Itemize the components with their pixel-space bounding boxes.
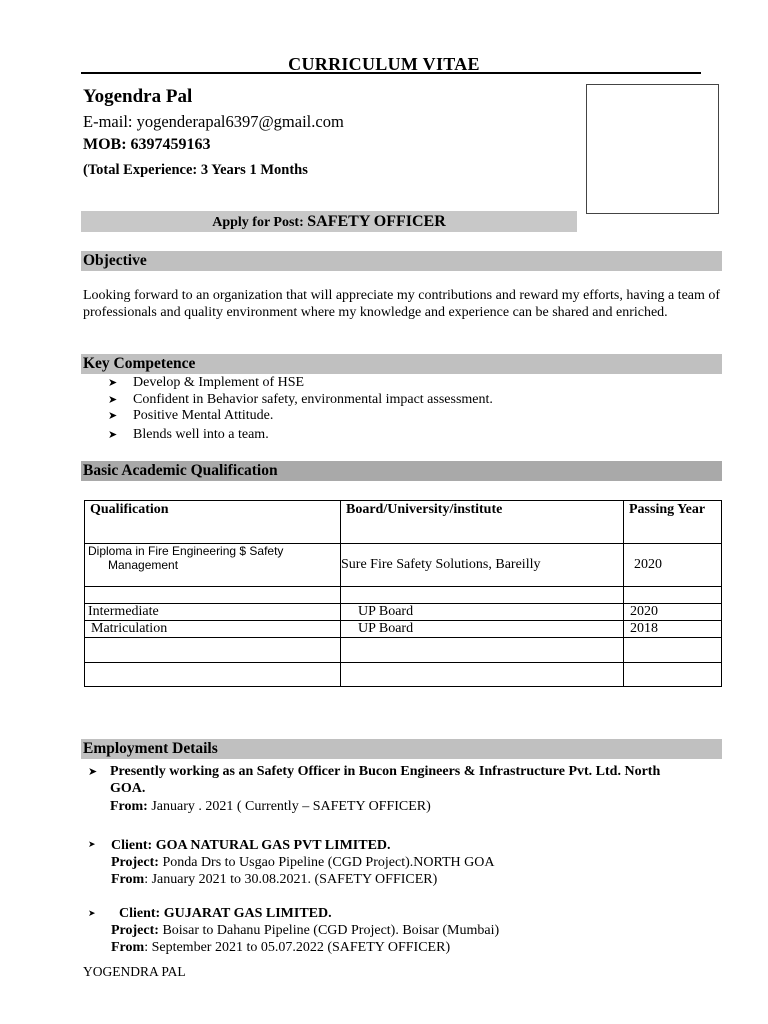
apply-for-post-band bbox=[81, 211, 577, 232]
footer-name: YOGENDRA PAL bbox=[83, 964, 186, 979]
apply-label: Apply for Post: bbox=[212, 215, 304, 230]
competence-item: ➤ Confident in Behavior safety, environmental impact assessment. bbox=[108, 392, 493, 407]
current-employment: Presently working as an Safety Officer in Bucon Engineers & Infrastructure Pvt. Ltd. North GOA. bbox=[110, 764, 661, 796]
total-experience: (Total Experience: 3 Years 1 Months bbox=[83, 162, 308, 178]
competence-item: ➤ Blends well into a team. bbox=[108, 427, 269, 442]
competence-item: ➤ Positive Mental Attitude. bbox=[108, 408, 274, 423]
arrowhead-bullet-icon: ➤ bbox=[88, 909, 96, 919]
board-cell: UP Board bbox=[341, 621, 624, 638]
mobile-label: MOB: bbox=[83, 136, 127, 153]
candidate-name: Yogendra Pal bbox=[83, 86, 193, 107]
table-header-row bbox=[85, 501, 722, 544]
arrowhead-bullet-icon: ➤ bbox=[108, 409, 118, 422]
competence-item: ➤ Develop & Implement of HSE bbox=[108, 375, 305, 390]
competence-heading: Key Competence bbox=[83, 355, 196, 372]
employment-heading-band bbox=[81, 739, 722, 759]
table-row-empty bbox=[85, 587, 722, 604]
objective-heading: Objective bbox=[83, 252, 147, 269]
title-underline bbox=[81, 72, 701, 74]
table-row bbox=[85, 604, 722, 621]
current-from: From: January . 2021 ( Currently – SAFETY OFFICER) bbox=[110, 799, 431, 814]
column-header-board: Board/University/institute bbox=[341, 501, 624, 544]
year-cell: 2020 bbox=[624, 604, 722, 621]
board-cell: Sure Fire Safety Solutions, Bareilly bbox=[341, 544, 624, 587]
arrowhead-bullet-icon: ➤ bbox=[88, 765, 98, 778]
email-line bbox=[83, 112, 344, 132]
objective-heading-band bbox=[81, 251, 722, 271]
column-header-qualification: Qualification bbox=[85, 501, 341, 544]
mobile-value: 6397459163 bbox=[130, 136, 211, 153]
email-label: E-mail: bbox=[83, 112, 133, 131]
academic-heading-band bbox=[81, 461, 722, 481]
year-cell: 2020 bbox=[624, 544, 722, 587]
table-row-empty bbox=[85, 663, 722, 687]
column-header-passing-year: Passing Year bbox=[624, 501, 722, 544]
qualification-cell: Intermediate bbox=[85, 604, 341, 621]
apply-post: SAFETY OFFICER bbox=[307, 213, 446, 230]
competence-heading-band bbox=[81, 354, 722, 374]
objective-text: Looking forward to an organization that will appreciate my contributions and reward my efforts, having a team of professionals and quality environment where my knowledge and experience can be shared and enriched. bbox=[83, 288, 721, 320]
mobile-line bbox=[83, 136, 211, 154]
arrowhead-bullet-icon: ➤ bbox=[108, 393, 118, 406]
qualification-cell: Matriculation bbox=[85, 621, 341, 638]
arrowhead-bullet-icon: ➤ bbox=[108, 376, 118, 389]
table-row bbox=[85, 621, 722, 638]
employment-heading: Employment Details bbox=[83, 740, 218, 757]
client-block: Client: GOA NATURAL GAS PVT LIMITED. Project: Ponda Drs to Usgao Pipeline (CGD Project).NORTH GOA From: January 2021 to 30.08.2021. (SAFETY OFFICER) bbox=[111, 838, 495, 887]
arrowhead-bullet-icon: ➤ bbox=[88, 840, 96, 850]
table-row bbox=[85, 544, 722, 587]
qualification-table bbox=[84, 500, 722, 687]
board-cell: UP Board bbox=[341, 604, 624, 621]
apply-for-post bbox=[81, 211, 577, 233]
email-value: yogenderapal6397@gmail.com bbox=[136, 112, 344, 131]
document-title: CURRICULUM VITAE bbox=[288, 54, 480, 74]
year-cell: 2018 bbox=[624, 621, 722, 638]
arrowhead-bullet-icon: ➤ bbox=[108, 428, 118, 441]
client-block: Client: GUJARAT GAS LIMITED. Project: Boisar to Dahanu Pipeline (CGD Project). Boisar (Mumbai) From: September 2021 to 05.07.2022 (SAFETY OFFICER) bbox=[111, 906, 500, 955]
photo-placeholder bbox=[586, 84, 719, 214]
table-row-empty bbox=[85, 638, 722, 663]
qualification-cell: Diploma in Fire Engineering $ Safety Management bbox=[85, 544, 341, 587]
academic-heading: Basic Academic Qualification bbox=[83, 462, 278, 479]
